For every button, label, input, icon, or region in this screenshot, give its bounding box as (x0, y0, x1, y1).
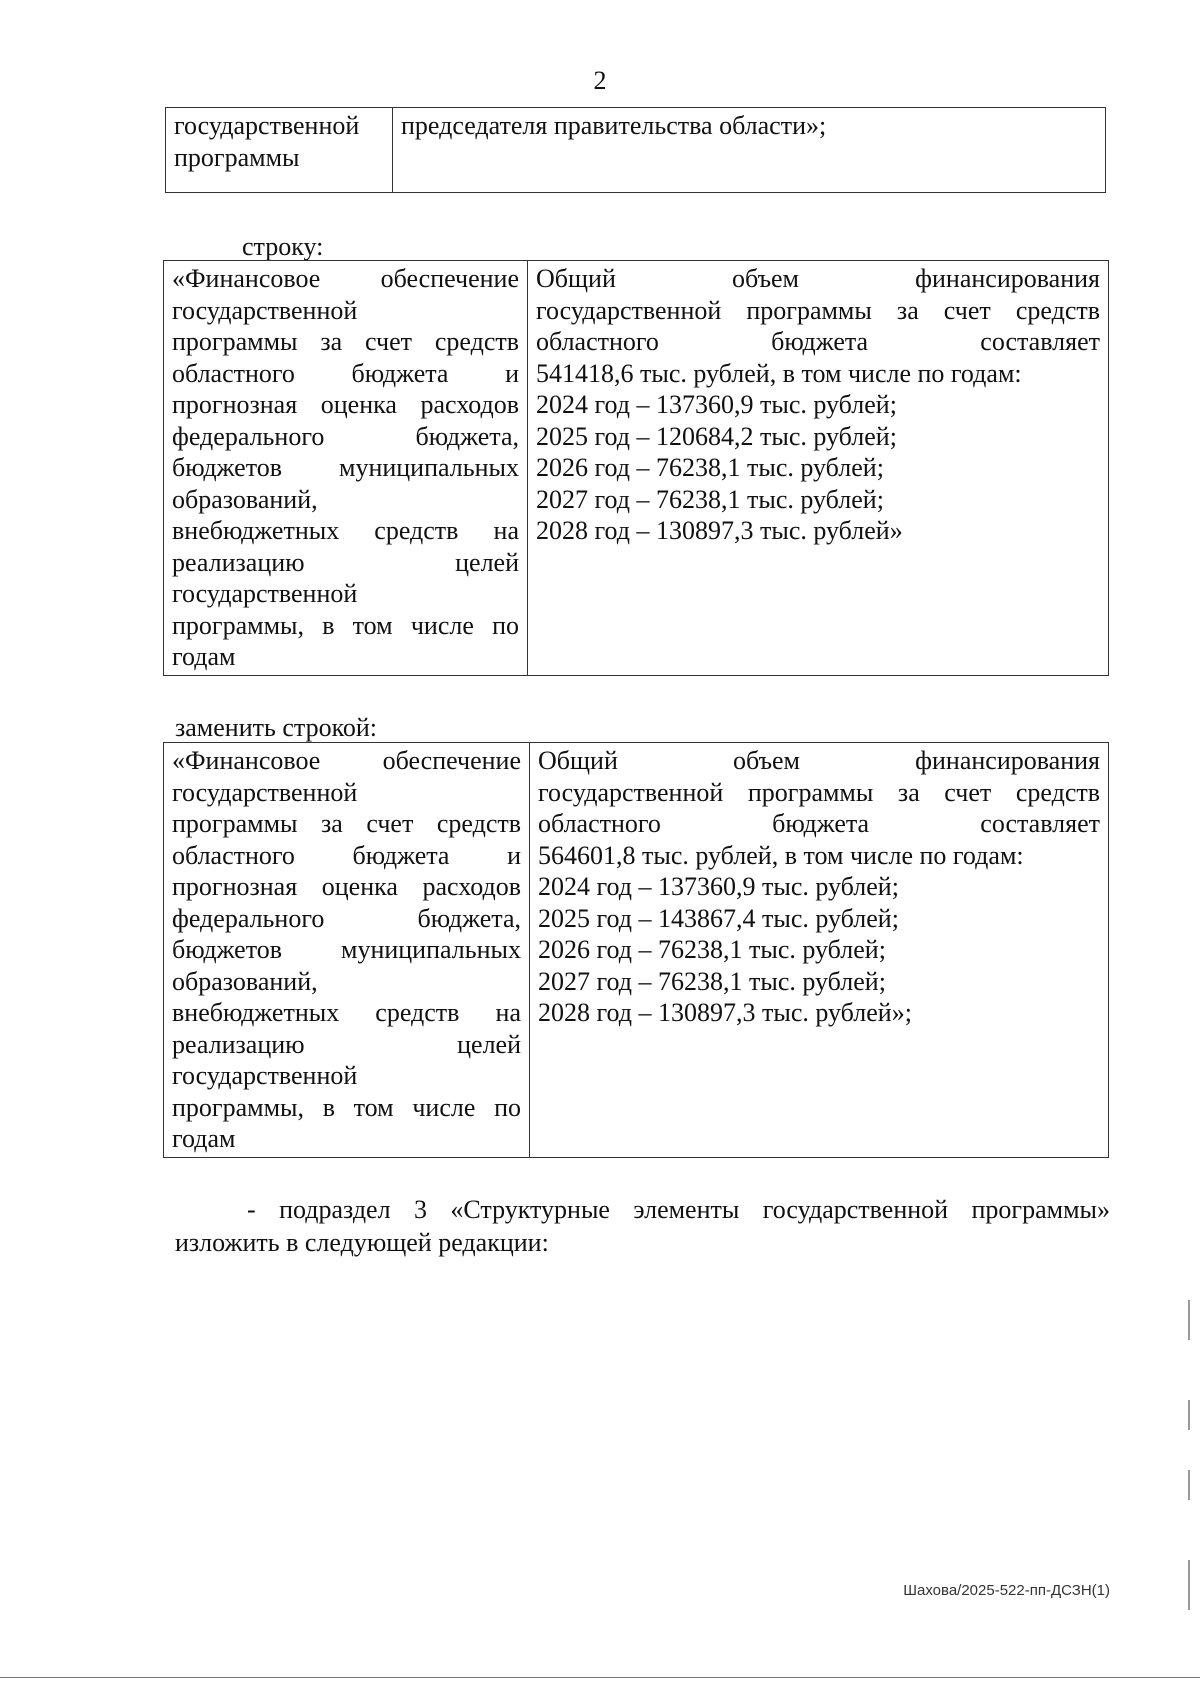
cell-line: 2027 год – 76238,1 тыс. рублей; (538, 966, 886, 996)
cell-line: бюджетов муниципальных (172, 935, 521, 964)
cell-line: 541418,6 тыс. рублей, в том числе по годам: (536, 358, 1022, 388)
table-new-row (163, 742, 1109, 1158)
cell-line: программы, в том числе по (172, 610, 519, 640)
table-old-row (163, 260, 1109, 676)
cell-line: федерального бюджета, (172, 421, 519, 451)
table-cell-right (528, 261, 1109, 676)
cell-line: государственной программы за счет средств (536, 295, 1100, 325)
cell-line: федерального бюджета, (172, 903, 521, 933)
cell-line: 2028 год – 130897,3 тыс. рублей» (536, 516, 903, 545)
cell-line: образований, (172, 484, 318, 514)
scan-bottom-line (0, 1677, 1200, 1678)
cell-line: 2027 год – 76238,1 тыс. рублей; (536, 484, 884, 514)
table-cell-right (393, 108, 1106, 193)
cell-line: прогнозная оценка расходов (172, 390, 519, 419)
label-old-row: строку: (242, 232, 324, 261)
cell-line: 2025 год – 143867,4 тыс. рублей; (538, 903, 899, 933)
cell-line: «Финансовое обеспечение (172, 264, 519, 293)
cell-line: 2024 год – 137360,9 тыс. рублей; (536, 390, 897, 419)
cell-line: бюджетов муниципальных (172, 453, 519, 482)
scan-edge-mark (1188, 1470, 1190, 1500)
paragraph-line: - подраздел 3 «Структурные элементы государственной программы» (247, 1195, 1110, 1224)
scan-edge-mark (1188, 1560, 1190, 1610)
cell-line: Общий объем финансирования (536, 264, 1100, 293)
cell-line: программы за счет средств (172, 809, 521, 838)
cell-line: государственной (172, 295, 358, 325)
cell-line: годам (172, 1124, 236, 1153)
cell-line: председателя правительства области»; (401, 111, 827, 140)
cell-line: образований, (172, 966, 318, 996)
cell-line: программы за счет средств (172, 327, 519, 356)
label-new-row: заменить строкой: (175, 713, 378, 742)
table-cell-left (164, 743, 530, 1158)
cell-line: областного бюджета и (172, 840, 521, 870)
cell-line: годам (172, 642, 236, 671)
cell-line: программы, в том числе по (172, 1092, 521, 1122)
table-row (164, 261, 1109, 676)
cell-line: областного бюджета составляет (536, 327, 1100, 356)
cell-line: областного бюджета и (172, 358, 519, 388)
cell-line: 2024 год – 137360,9 тыс. рублей; (538, 872, 899, 901)
cell-line: прогнозная оценка расходов (172, 872, 521, 901)
cell-line: реализацию целей (172, 1029, 521, 1059)
cell-line: Общий объем финансирования (538, 746, 1100, 775)
table-row (166, 108, 1106, 193)
cell-line: областного бюджета составляет (538, 809, 1100, 838)
cell-line: «Финансовое обеспечение (172, 746, 521, 775)
paragraph-line: изложить в следующей редакции: (175, 1228, 549, 1257)
table-cell-right (530, 743, 1109, 1158)
cell-line: государственной (172, 1061, 358, 1090)
cell-line: реализацию целей (172, 547, 519, 577)
cell-line: государственной (172, 579, 358, 608)
cell-line: 2026 год – 76238,1 тыс. рублей; (536, 453, 884, 482)
cell-line: государственной (174, 111, 360, 140)
document-code: Шахова/2025-522-пп-ДСЗН(1) (903, 1582, 1110, 1599)
scan-edge-mark (1188, 1400, 1190, 1430)
table-passport-fragment (165, 107, 1106, 193)
subsection-paragraph (175, 1193, 1110, 1259)
cell-line: 2025 год – 120684,2 тыс. рублей; (536, 421, 897, 451)
cell-line: внебюджетных средств на (172, 998, 521, 1027)
cell-line: 2026 год – 76238,1 тыс. рублей; (538, 935, 886, 964)
cell-line: государственной программы за счет средств (538, 777, 1100, 807)
table-row (164, 743, 1109, 1158)
table-cell-left (164, 261, 528, 676)
table-cell-left (166, 108, 393, 193)
page-number: 2 (593, 66, 607, 95)
cell-line: 564601,8 тыс. рублей, в том числе по годам: (538, 840, 1024, 870)
cell-line: программы (174, 142, 300, 172)
cell-line: 2028 год – 130897,3 тыс. рублей»; (538, 998, 912, 1027)
cell-line: государственной (172, 777, 358, 807)
scan-edge-mark (1188, 1300, 1190, 1340)
cell-line: внебюджетных средств на (172, 516, 519, 545)
